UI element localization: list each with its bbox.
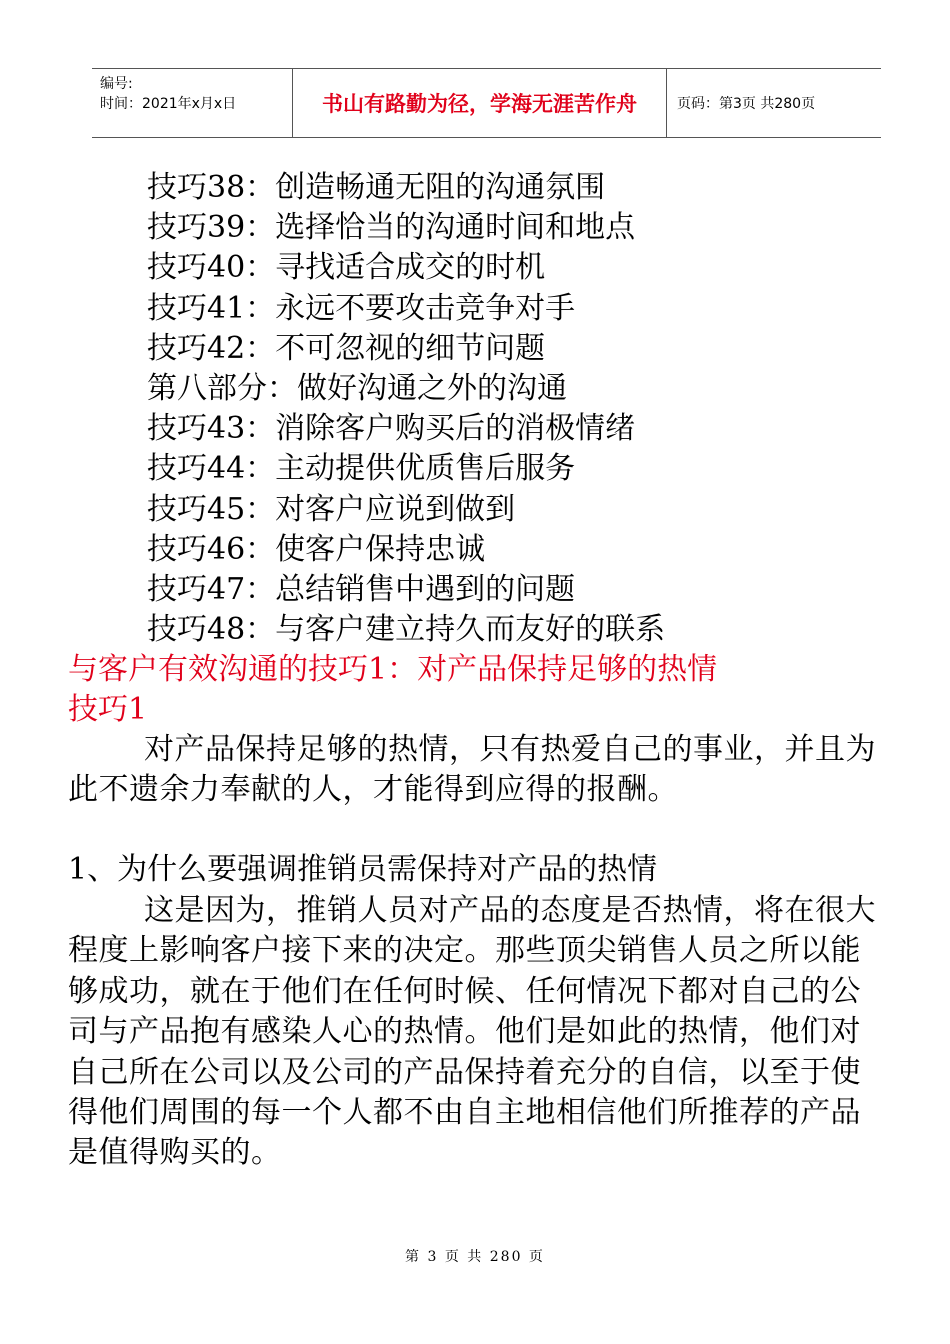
toc-item: 技巧41：永远不要攻击竞争对手 — [147, 290, 576, 326]
toc-item: 技巧43：消除客户购买后的消极情绪 — [147, 411, 636, 447]
toc-item: 技巧42：不可忽视的细节问题 — [147, 330, 546, 366]
toc-item: 技巧47：总结销售中遇到的问题 — [147, 572, 576, 608]
toc-item: 技巧40：寻找适合成交的时机 — [147, 250, 546, 286]
subheading: 1、为什么要强调推销员需保持对产品的热情 — [68, 852, 658, 887]
header-meta — [92, 69, 293, 137]
toc-item: 技巧48：与客户建立持久而友好的联系 — [147, 612, 666, 648]
toc-list — [147, 168, 665, 650]
time-label: 时间：2021年x月x日 — [100, 96, 237, 112]
page-header — [92, 68, 881, 138]
page-footer: 第 3 页 共 280 页 — [405, 1249, 545, 1265]
toc-item: 技巧38：创造畅通无阻的沟通氛围 — [147, 170, 606, 205]
toc-item: 技巧46：使客户保持忠诚 — [147, 531, 486, 567]
number-label: 编号: — [100, 76, 133, 92]
body-paragraph: 这是因为，推销人员对产品的态度是否热情，将在很大程度上影响客户接下来的决定。那些顶尖销售人员之所以能够成功，就在于他们在任何时候、任何情况下都对自己的公司与产品抱有感染人心的热情。他们是如此的热情，他们对自己所在公司以及公司的产品保持着充分的自信，以至于使得他们周围的每一个人都不由自主地相信他们所推荐的产品是值得购买的。 — [68, 893, 876, 1171]
toc-part-heading: 第八部分：做好沟通之外的沟通 — [147, 371, 567, 407]
header-page-info: 页码：第3页 共280页 — [677, 96, 816, 112]
toc-item: 技巧44：主动提供优质售后服务 — [147, 451, 576, 487]
toc-item: 技巧39：选择恰当的沟通时间和地点 — [147, 210, 636, 246]
intro-paragraph: 对产品保持足够的热情，只有热爱自己的事业，并且为此不遗余力奉献的人，才能得到应得的报酬。 — [68, 732, 876, 808]
toc-item: 技巧45：对客户应说到做到 — [147, 491, 516, 527]
section-subtitle: 技巧1 — [68, 692, 148, 727]
header-motto: 书山有路勤为径，学海无涯苦作舟 — [293, 69, 667, 137]
section-heading: 与客户有效沟通的技巧1：对产品保持足够的热情 — [68, 652, 718, 687]
